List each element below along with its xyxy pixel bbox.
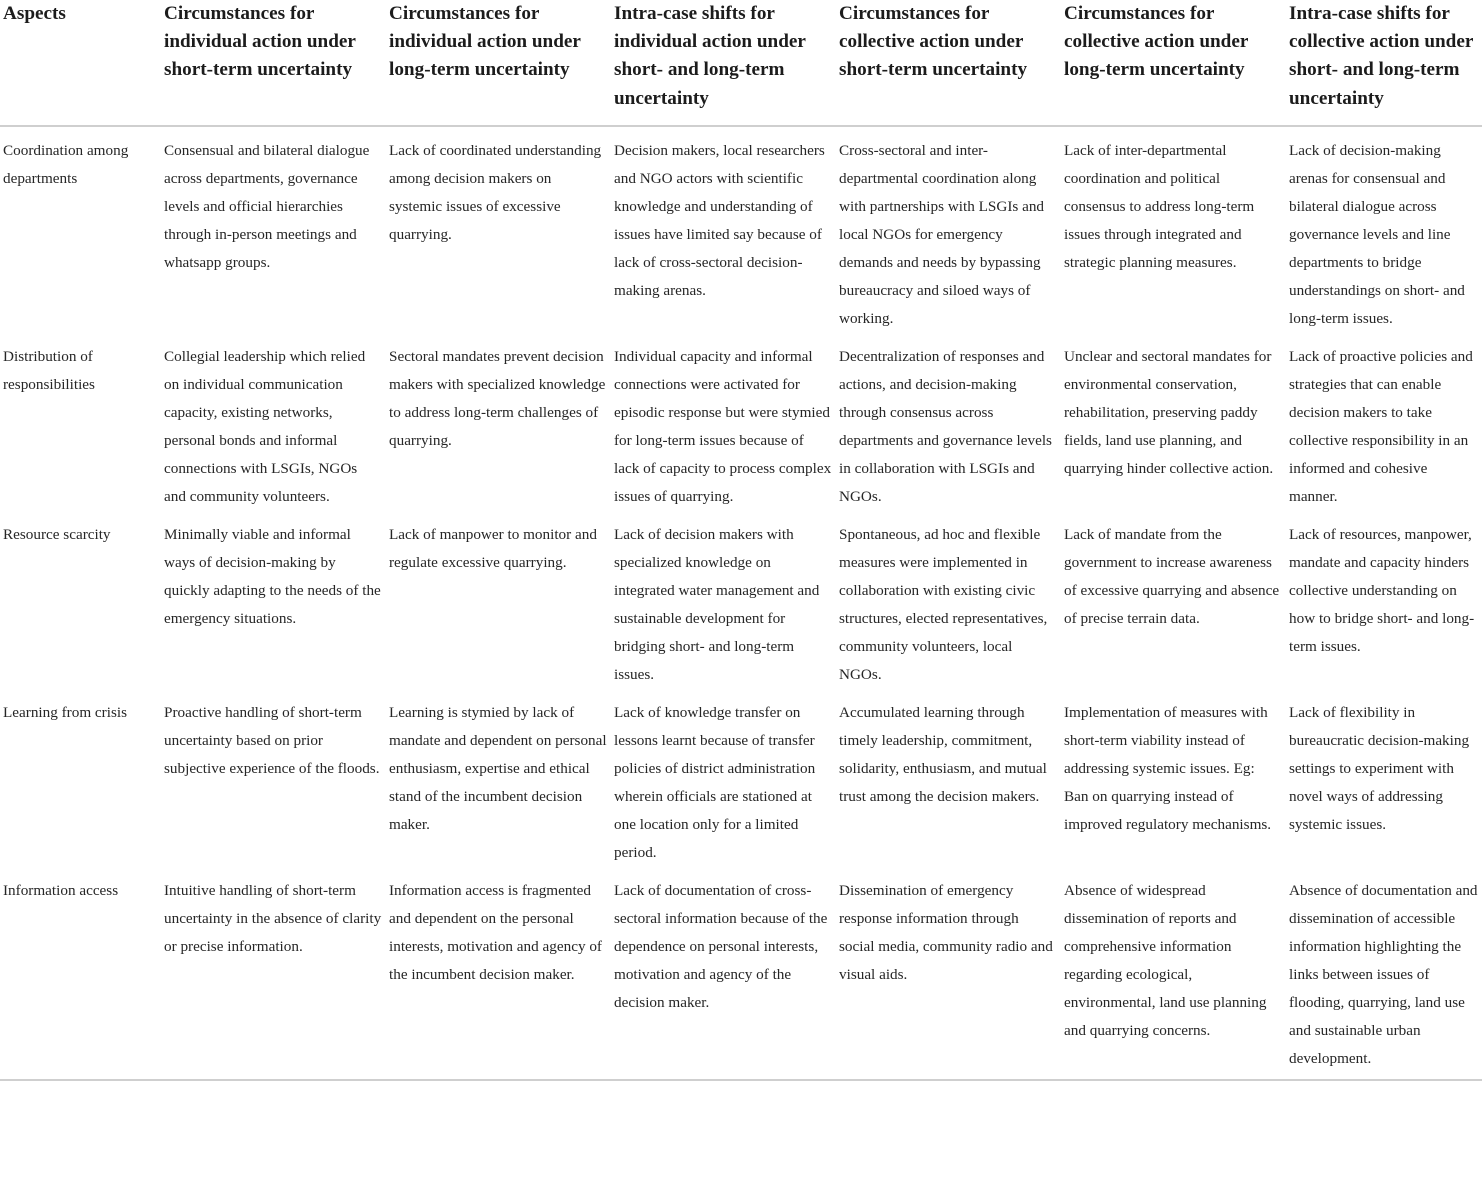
table-cell: Lack of knowledge transfer on lessons learnt because of transfer policies of district administration wherein officials are stationed at one location only for a limited period.: [614, 703, 816, 861]
table-cell: Decision makers, local researchers and NGO actors with scientific knowledge and understanding of issues have limited say because of lack of cross-sectoral decision-making arenas.: [614, 141, 825, 299]
table-cell: Accumulated learning through timely leadership, commitment, solidarity, enthusiasm, and mutual trust among the decision makers.: [839, 703, 1047, 805]
table-row: [0, 333, 1482, 511]
table-cell: Implementation of measures with short-term viability instead of addressing systemic issues. Eg: Ban on quarrying instead of improved regulatory mechanisms.: [1064, 703, 1272, 833]
table-cell: Lack of decision makers with specialized knowledge on integrated water management and sustainable development for bridging short- and long-term issues.: [614, 525, 820, 683]
row-label-coordination: Coordination among departments: [3, 141, 129, 187]
header-individual-short-term: Circumstances for individual action under short-term uncertainty: [161, 0, 386, 126]
table-cell: Lack of flexibility in bureaucratic decision-making settings to experiment with novel ways of addressing systemic issues.: [1289, 703, 1470, 833]
table-cell: Dissemination of emergency response information through social media, community radio and visual aids.: [836, 867, 1061, 1080]
table-cell: Sectoral mandates prevent decision makers with specialized knowledge to address long-term challenges of quarrying.: [389, 347, 606, 449]
table-cell: Lack of proactive policies and strategies that can enable decision makers to take collective responsibility in an informed and cohesive manner.: [1289, 347, 1473, 505]
table-cell: Absence of widespread dissemination of reports and comprehensive information regarding ecological, environmental, land use planning and quarrying concerns.: [1061, 867, 1286, 1080]
header-individual-long-term: Circumstances for individual action under long-term uncertainty: [386, 0, 611, 126]
table-cell: Lack of manpower to monitor and regulate excessive quarrying.: [389, 525, 597, 571]
header-individual-shifts: Intra-case shifts for individual action under short- and long-term uncertainty: [611, 0, 836, 126]
table-cell: Individual capacity and informal connections were activated for episodic response but were stymied for long-term issues because of lack of capacity to process complex issues of quarrying.: [614, 347, 832, 505]
table-cell: Lack of coordinated understanding among decision makers on systemic issues of excessive quarrying.: [389, 141, 602, 243]
table-cell: Information access is fragmented and dependent on the personal interests, motivation and agency of the incumbent decision maker.: [386, 867, 611, 1080]
row-label-information-access: Information access: [0, 867, 161, 1080]
row-label-learning: Learning from crisis: [3, 703, 127, 721]
table-cell: Minimally viable and informal ways of decision-making by quickly adapting to the needs of the emergency situations.: [164, 525, 381, 627]
table-cell: Lack of decision-making arenas for consensual and bilateral dialogue across governance levels and line departments to bridge understandings on short- and long-term issues.: [1289, 141, 1465, 327]
table-cell: Lack of documentation of cross-sectoral information because of the dependence on personal interests, motivation and agency of the decision maker.: [611, 867, 836, 1080]
table-cell: Proactive handling of short-term uncertainty based on prior subjective experience of the floods.: [164, 703, 380, 777]
table-cell: Spontaneous, ad hoc and flexible measures were implemented in collaboration with existing civic structures, elected representatives, community volunteers, local NGOs.: [839, 525, 1048, 683]
table-cell: Intuitive handling of short-term uncertainty in the absence of clarity or precise information.: [161, 867, 386, 1080]
table-row: [0, 867, 1482, 1080]
table-cell: Cross-sectoral and inter-departmental coordination along with partnerships with LSGIs and local NGOs for emergency demands and needs by bypassing bureaucracy and siloed ways of working.: [839, 141, 1045, 327]
table-cell: Lack of mandate from the government to increase awareness of excessive quarrying and absence of precise terrain data.: [1064, 525, 1280, 627]
header-aspects: Aspects: [0, 0, 161, 126]
header-collective-shifts: Intra-case shifts for collective action under short- and long-term uncertainty: [1286, 0, 1482, 126]
table-row: [0, 511, 1482, 689]
header-collective-long-term: Circumstances for collective action under long-term uncertainty: [1061, 0, 1286, 126]
table-cell: Learning is stymied by lack of mandate and dependent on personal enthusiasm, expertise and ethical stand of the incumbent decision maker.: [389, 703, 607, 833]
table-cell: Consensual and bilateral dialogue across departments, governance levels and official hierarchies through in-person meetings and whatsapp groups.: [164, 141, 370, 271]
table-cell: Absence of documentation and dissemination of accessible information highlighting the links between issues of flooding, quarrying, land use and sustainable urban development.: [1286, 867, 1482, 1080]
table-cell: Decentralization of responses and actions, and decision-making through consensus across departments and governance levels in collaboration with LSGIs and NGOs.: [839, 347, 1052, 505]
header-collective-short-term: Circumstances for collective action under short-term uncertainty: [836, 0, 1061, 126]
row-label-resource-scarcity: Resource scarcity: [3, 525, 111, 543]
table-cell: Lack of inter-departmental coordination and political consensus to address long-term issues through integrated and strategic planning measures.: [1064, 141, 1255, 271]
table-row: [0, 126, 1482, 333]
table-cell: Unclear and sectoral mandates for environmental conservation, rehabilitation, preserving paddy fields, land use planning, and quarrying hinder collective action.: [1064, 347, 1274, 477]
row-label-distribution: Distribution of responsibilities: [3, 347, 95, 393]
table-cell: Lack of resources, manpower, mandate and capacity hinders collective understanding on how to bridge short- and long-term issues.: [1289, 525, 1475, 655]
table-row: [0, 689, 1482, 867]
header-row: [0, 0, 1482, 126]
table-cell: Collegial leadership which relied on individual communication capacity, existing networks, personal bonds and informal connections with LSGIs, NGOs and community volunteers.: [164, 347, 366, 505]
